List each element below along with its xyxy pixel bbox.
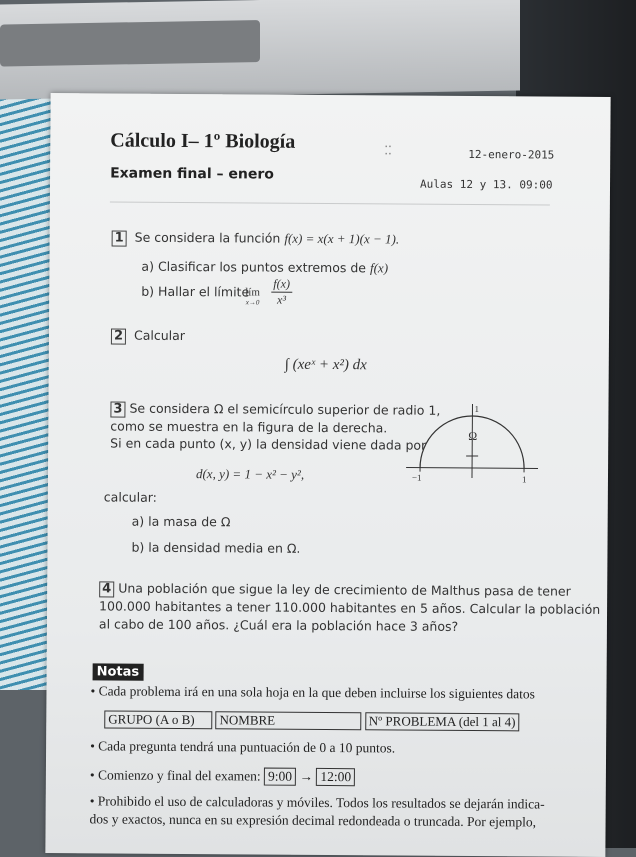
limit-operator: [245, 286, 260, 306]
problem-number: 3: [110, 401, 125, 417]
nombre-field: NOMBRE: [215, 711, 361, 730]
note-1: • Cada problema irá en una sola hoja en la que deben incluirse los siguientes datos: [90, 683, 535, 702]
problem-text: 100.000 habitantes a tener 110.000 habitantes en 5 años. Calcular la población: [99, 597, 600, 618]
calcular-label: calcular:: [104, 489, 157, 504]
problem-text: Se considera Ω el semicírculo superior de radio 1,: [129, 401, 440, 418]
note-4: • Prohibido el uso de calculadoras y móviles. Todos los resultados se dejarán indica- dos y exactos, nunca en su expresión decimal redondeada o truncada. Por ejemplo,: [90, 792, 545, 831]
note-text: Prohibido el uso de calculadoras y móviles. Todos los resultados se dejarán indica-: [98, 793, 545, 811]
item-label: b): [141, 284, 154, 299]
problem-3: [110, 399, 440, 453]
density-formula: d(x, y) = 1 − x² − y²,: [196, 466, 304, 483]
problem-4: [99, 579, 601, 636]
item-label: a): [141, 259, 154, 274]
note-text: Cada problema irá en una sola hoja en la que deben incluirse los siguientes datos: [99, 683, 535, 701]
dots-mark: ⁚⁚: [384, 143, 392, 157]
fraction-denominator: x³: [271, 293, 292, 308]
problem-text: Una población que sigue la ley de crecimiento de Malthus pasa de tener: [118, 581, 571, 599]
problem-formula: f(x) = x(x + 1)(x − 1).: [284, 231, 399, 247]
problem-number: 2: [111, 328, 126, 344]
note-text: Cada pregunta tendrá una puntuación de 0 a 10 puntos.: [98, 738, 395, 755]
semicircle-figure: [406, 396, 539, 487]
exam-rooms: Aulas 12 y 13. 09:00: [420, 178, 553, 192]
arrow-icon: →: [299, 769, 313, 784]
note-3: • Comienzo y final del examen: 9:00 → 12:00: [90, 766, 355, 786]
end-time: 12:00: [316, 768, 355, 786]
data-fields-row: [104, 710, 519, 731]
start-time: 9:00: [264, 768, 296, 786]
problem-number: 1: [112, 230, 127, 246]
laptop-lid: [0, 0, 520, 100]
problem-2: [111, 327, 185, 345]
integral-formula: ∫ (xeˣ + x²) dx: [285, 357, 367, 375]
problem-1: [112, 229, 400, 248]
problem-text: como se muestra en la figura de la derecha.: [110, 417, 440, 436]
limit-fraction: [271, 277, 292, 308]
problem-text: Calcular: [134, 328, 185, 343]
lim-text: lím: [245, 286, 260, 298]
problem-1b: [141, 284, 249, 300]
problem-text: al cabo de 100 años. ¿Cuál era la población hace 3 años?: [99, 615, 600, 636]
note-2: • Cada pregunta tendrá una puntuación de 0 a 10 puntos.: [90, 738, 395, 756]
page-subtitle: Examen final – enero: [110, 165, 274, 182]
lim-subscript: x→0: [245, 298, 260, 306]
item-text: Clasificar los puntos extremos de: [158, 259, 366, 275]
problem-text: Si en cada punto (x, y) la densidad viene dada por: [110, 434, 440, 453]
tick-top: 1: [474, 404, 479, 414]
page-title: Cálculo I– 1º Biología: [110, 129, 295, 153]
grupo-field: GRUPO (A o B): [104, 710, 212, 729]
problem-3a: a) la masa de Ω: [132, 514, 231, 530]
problem-text: Se considera la función: [135, 230, 281, 246]
note-text: dos y exactos, nunca en su expresión decimal redondeada o truncada. Por ejemplo,: [90, 810, 545, 831]
problem-number: 4: [99, 581, 114, 597]
item-math: f(x): [370, 260, 388, 275]
problem-1a: [141, 259, 388, 277]
fraction-numerator: f(x): [271, 277, 292, 293]
omega-label: Ω: [468, 429, 477, 443]
problem-3b: b) la densidad media en Ω.: [131, 540, 300, 556]
header-divider: [110, 201, 550, 205]
laptop-hinge: [0, 20, 260, 67]
exam-date: 12-enero-2015: [468, 148, 554, 162]
note-text: Comienzo y final del examen:: [98, 767, 261, 783]
tick-left: −1: [412, 473, 422, 483]
exam-sheet: [45, 93, 610, 857]
nproblema-field: Nº PROBLEMA (del 1 al 4): [365, 712, 520, 731]
notes-heading: Notas: [93, 663, 144, 680]
item-text: Hallar el límite: [158, 284, 249, 300]
tick-right: 1: [522, 474, 527, 484]
